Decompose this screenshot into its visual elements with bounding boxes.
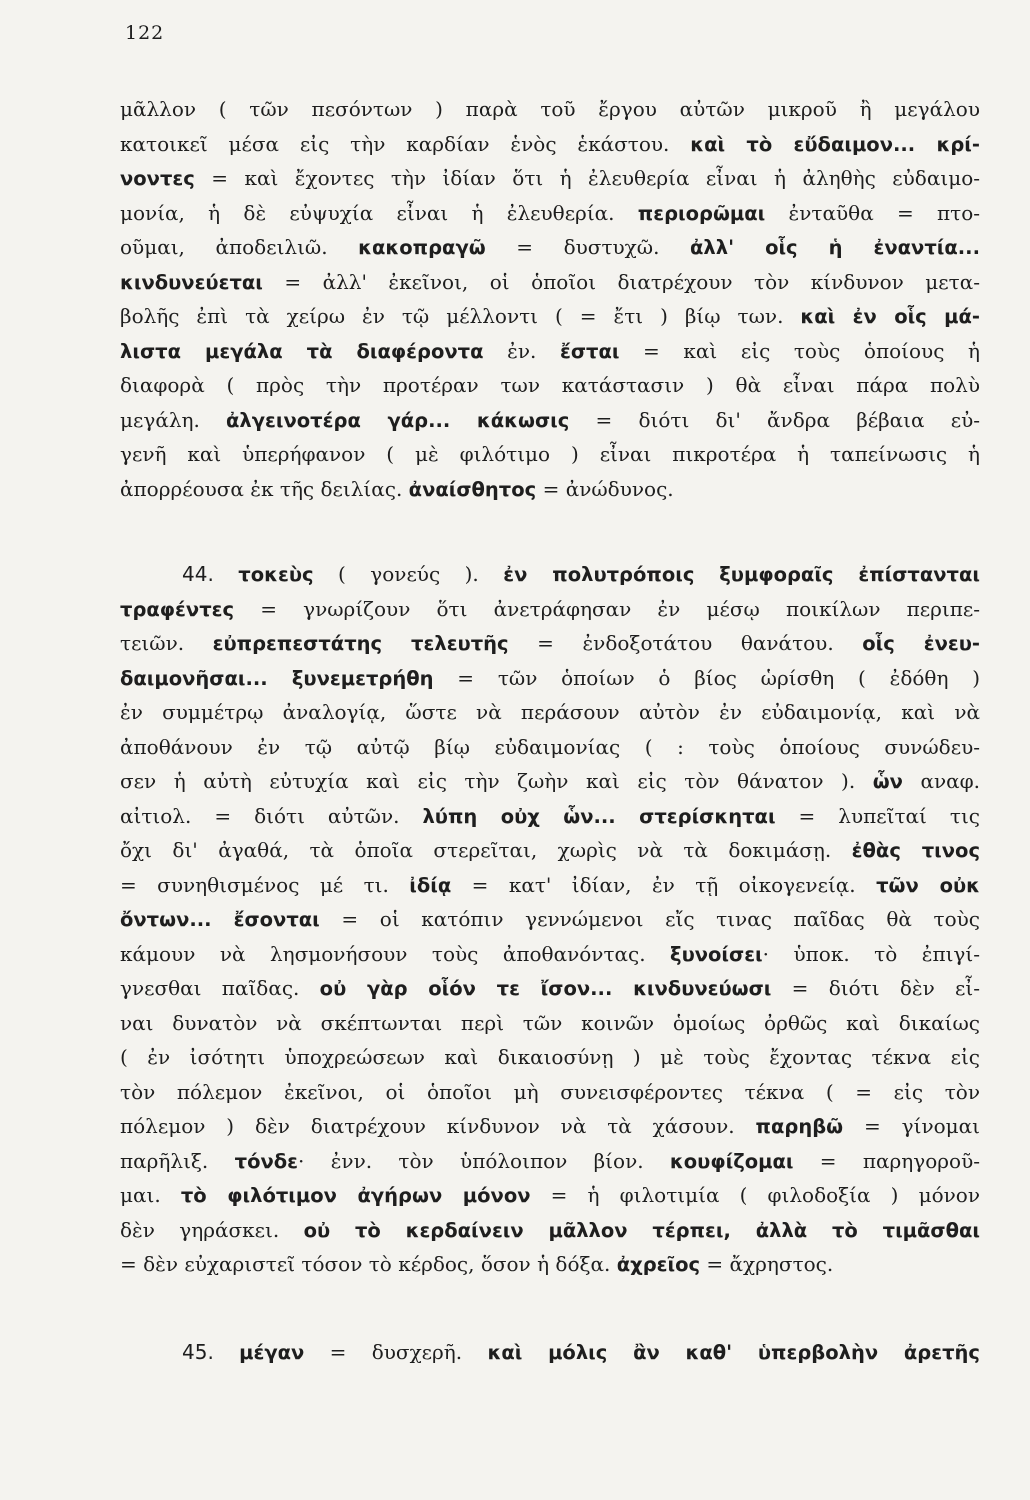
text-line: γενῆ καὶ ὑπερήφανον ( μὲ φιλότιμο ) εἶναι πικροτέρα ἡ ταπείνωσις ἡ bbox=[120, 442, 980, 466]
text-line: σεν ἡ αὐτὴ εὐτυχία καὶ εἰς τὴν ζωὴν καὶ εἰς τὸν θάνατον ). ὧν αναφ. bbox=[120, 769, 981, 793]
text-line: κατοικεῖ μέσα εἰς τὴν καρδίαν ἑνὸς ἑκάστου. καὶ τὸ εὔδαιμον... κρί- bbox=[120, 131, 980, 156]
text-line: τὸν πόλεμον ἐκεῖνοι, οἱ ὁποῖοι μὴ συνεισφέροντες τέκνα ( = εἰς τὸν bbox=[120, 1079, 980, 1104]
text-line: παρῆλιξ. τόνδε· ἐνν. τὸν ὑπόλοιπον βίον. κουφίζομαι = παρηγοροῦ- bbox=[120, 1148, 980, 1173]
commentary-section-43-end bbox=[120, 92, 980, 506]
text-line: ἀπορρέουσα ἐκ τῆς δειλίας. ἀναίσθητος = ἀνώδυνος. bbox=[120, 476, 674, 501]
text-line: πόλεμον ) δὲν διατρέχουν κίνδυνον νὰ τὰ χάσουν. παρηβῶ = γίνομαι bbox=[120, 1114, 980, 1138]
page-number: 122 bbox=[125, 22, 165, 44]
text-line: ναι δυνατὸν νὰ σκέπτωνται περὶ τῶν κοινῶν ὁμοίως ὀρθῶς καὶ δικαίως bbox=[120, 1010, 980, 1035]
text-line: οῦμαι, ἀποδειλιῶ. κακοπραγῶ = δυστυχῶ. ἀλλ' οἷς ἡ ἐναντία... bbox=[120, 235, 980, 259]
text-line: μαι. τὸ φιλότιμον ἀγήρων μόνον = ἡ φιλοτιμία ( φιλοδοξία ) μόνον bbox=[120, 1183, 980, 1207]
text-line: νοντες = καὶ ἔχοντες τὴν ἰδίαν ὅτι ἡ ἐλευθερία εἶναι ἡ ἀληθὴς εὐδαιμο- bbox=[120, 166, 980, 190]
commentary-section-44 bbox=[120, 557, 980, 1282]
text-line: μεγάλη. ἀλγεινοτέρα γάρ... κάκωσις = διότι δι' ἄνδρα βέβαια εὐ- bbox=[120, 407, 980, 432]
text-line: ( ἐν ἰσότητι ὑποχρεώσεων καὶ δικαιοσύνῃ ) μὲ τοὺς ἔχοντας τέκνα εἰς bbox=[120, 1045, 980, 1069]
text-line: τειῶν. εὐπρεπεστάτης τελευτῆς = ἐνδοξοτάτου θανάτου. οἷς ἐνευ- bbox=[120, 631, 981, 655]
text-line: δὲν γηράσκει. οὐ τὸ κερδαίνειν μᾶλλον τέρπει, ἀλλὰ τὸ τιμᾶσθαι bbox=[120, 1217, 980, 1242]
text-line: βολῆς ἐπὶ τὰ χείρω ἐν τῷ μέλλοντι ( = ἔτι ) βίῳ των. καὶ ἐν οἷς μά- bbox=[120, 304, 980, 328]
text-line: δαιμονῆσαι... ξυνεμετρήθη = τῶν ὁποίων ὁ βίος ὡρίσθη ( ἐδόθη ) bbox=[120, 665, 980, 690]
text-line: = δὲν εὐχαριστεῖ τόσον τὸ κέρδος, ὅσον ἡ δόξα. ἀχρεῖος = ἄχρηστος. bbox=[120, 1252, 834, 1276]
text-line: 44. τοκεὺς ( γονεύς ). ἐν πολυτρόποις ξυμφοραῖς ἐπίστανται bbox=[182, 562, 981, 586]
text-line: τραφέντες = γνωρίζουν ὅτι ἀνετράφησαν ἐν μέσῳ ποικίλων περιπε- bbox=[120, 596, 980, 621]
text-line: 45. μέγαν = δυσχερῆ. καὶ μόλις ἂν καθ' ὑπερβολὴν ἀρετῆς bbox=[182, 1340, 980, 1364]
text-line: ὄχι δι' ἀγαθά, τὰ ὁποῖα στερεῖται, χωρὶς νὰ τὰ δοκιμάσῃ. ἐθὰς τινος bbox=[120, 838, 980, 862]
text-line: ἐν συμμέτρῳ ἀναλογίᾳ, ὥστε νὰ περάσουν αὐτὸν ἐν εὐδαιμονίᾳ, καὶ νὰ bbox=[120, 700, 980, 724]
text-line: = συνηθισμένος μέ τι. ἰδίᾳ = κατ' ἰδίαν, ἐν τῇ οἰκογενείᾳ. τῶν οὐκ bbox=[120, 872, 980, 897]
text-line: γνεσθαι παῖδας. οὐ γὰρ οἷόν τε ἴσον... κινδυνεύωσι = διότι δὲν εἶ- bbox=[120, 976, 980, 1000]
commentary-section-45 bbox=[120, 1335, 980, 1370]
text-line: μονία, ἡ δὲ εὐψυχία εἶναι ἡ ἐλευθερία. περιορῶμαι ἐνταῦθα = πτο- bbox=[120, 200, 980, 225]
text-line: κινδυνεύεται = ἀλλ' ἐκεῖνοι, οἱ ὁποῖοι διατρέχουν τὸν κίνδυνον μετα- bbox=[120, 269, 980, 294]
text-line: ὄντων... ἔσονται = οἱ κατόπιν γεννώμενοι εἴς τινας παῖδας θὰ τοὺς bbox=[120, 907, 980, 931]
text-line: ἀποθάνουν ἐν τῷ αὐτῷ βίῳ εὐδαιμονίας ( : τοὺς ὁποίους συνώδευ- bbox=[120, 734, 980, 759]
text-line: κάμουν νὰ λησμονήσουν τοὺς ἀποθανόντας. ξυνοίσει· ὑποκ. τὸ ἐπιγί- bbox=[120, 941, 980, 966]
text-line: αἰτιολ. = διότι αὐτῶν. λύπη οὐχ ὧν... στερίσκηται = λυπεῖταί τις bbox=[120, 803, 981, 828]
text-line: λιστα μεγάλα τὰ διαφέροντα ἐν. ἔσται = καὶ εἰς τοὺς ὁποίους ἡ bbox=[120, 338, 980, 363]
text-line: μᾶλλον ( τῶν πεσόντων ) παρὰ τοῦ ἔργου αὐτῶν μικροῦ ἢ μεγάλου bbox=[120, 97, 980, 121]
text-line: διαφορὰ ( πρὸς τὴν προτέραν των κατάστασιν ) θὰ εἶναι πάρα πολὺ bbox=[120, 373, 980, 397]
